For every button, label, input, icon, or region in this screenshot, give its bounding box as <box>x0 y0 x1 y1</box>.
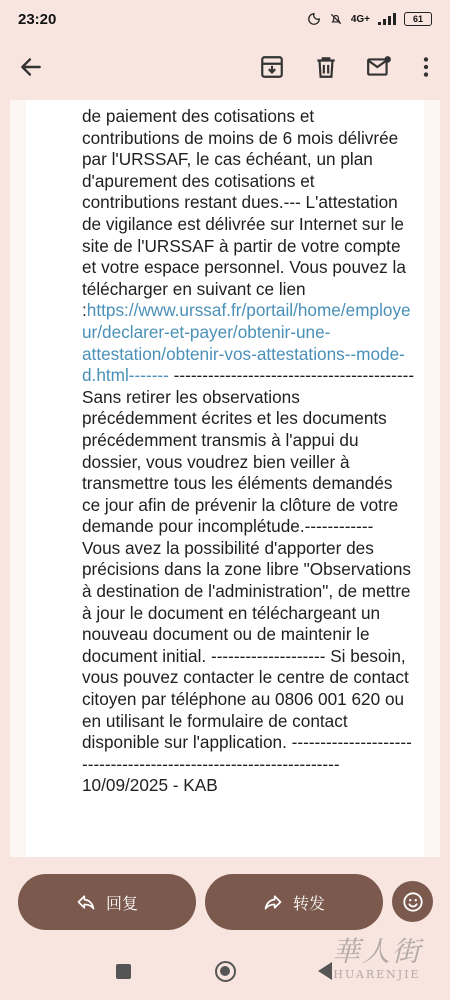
moon-icon <box>307 12 321 26</box>
battery-level: 61 <box>412 14 423 24</box>
back-nav-button[interactable] <box>318 962 332 980</box>
smiley-icon <box>402 891 424 913</box>
mark-unread-icon[interactable] <box>366 54 392 80</box>
reply-button[interactable] <box>18 874 196 930</box>
archive-icon[interactable] <box>259 54 285 80</box>
forward-button[interactable] <box>205 874 383 930</box>
watermark-subtext: HUARENJIE <box>333 968 421 981</box>
signal-icon <box>378 13 396 25</box>
top-app-bar <box>0 40 450 96</box>
network-label: 4G+ <box>350 13 370 25</box>
home-nav-button[interactable] <box>215 961 236 982</box>
status-bar <box>0 0 450 38</box>
urssaf-link[interactable]: https://www.urssaf.fr/portail/home/employeur/declarer-et-payer/obtenir-une-attestation/obtenir-vos-attestations--mode-d.html------- <box>82 300 411 386</box>
reply-icon <box>76 892 96 912</box>
forward-label: 转发 <box>292 893 325 913</box>
recents-nav-button[interactable] <box>116 964 131 979</box>
emoji-reaction-button[interactable] <box>392 881 433 922</box>
watermark-logo <box>312 930 442 990</box>
forward-icon <box>263 892 283 912</box>
more-vert-icon[interactable] <box>413 54 439 80</box>
delete-icon[interactable] <box>313 54 339 80</box>
back-arrow-icon[interactable] <box>18 54 44 80</box>
watermark-text: 華人街 <box>331 935 422 968</box>
reply-label: 回复 <box>105 893 138 913</box>
body-text: de paiement des cotisations et contributions de moins de 6 mois délivrée par l'URSSAF, le cas échéant, un plan d'apurement des cotisations et contributions restant dues.--- L'attestation de vigilance est délivrée sur Internet sur le site de l'URSSAF à partir de votre compte et votre espace personnel. Vous pouvez la télécharger en suivant ce lien : <box>82 106 406 321</box>
status-icons <box>307 12 432 26</box>
mute-bell-icon <box>329 12 343 26</box>
message-body <box>82 106 415 797</box>
body-text-continued: ------------------------------------------ Sans retirer les observations précédemment écrites et les documents précédemment transmis à l'appui du dossier, vous voudrez bien veiller à transmettre tous les éléments demandés ce jour afin de prévenir la clôture de votre demande pour incomplétude.------------ Vous avez la possibilité d'apporter des précisions dans la zone libre "Observations à destination de l'administration", de mettre à jour le document en téléchargeant un nouveau document ou de maintenir le document initial. -------------------- Si besoin, vous pouvez contacter le centre de contact citoyen par téléphone au 0806 001 620 ou en utilisant le formulaire de contact disponible sur l'application. ------------------------------------------------------------------ 10/09/2025 - KAB <box>82 365 415 796</box>
status-time: 23:20 <box>18 10 57 28</box>
battery-icon <box>404 12 432 26</box>
